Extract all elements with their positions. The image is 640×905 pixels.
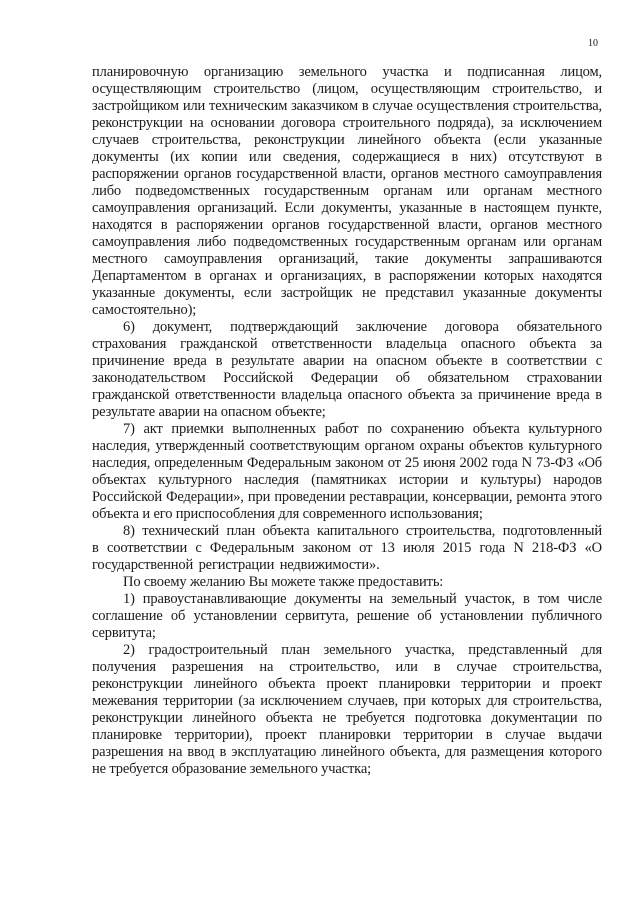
paragraph-continuation: планировочную организацию земельного участка и подписанная лицом, осуществляющим строительство (лицом, осуществляющим строительство, и застройщиком или техническим заказчиком в случае осуществления строительства, реконструкции на основании договора строительного подряда), за исключением случаев строительства, реконструкции линейного объекта (если указанные документы (их копии или сведения, содержащиеся в них) отсутствуют в распоряжении органов государственной власти, органов местного самоуправления либо подведомственных государственным органам или органам местного самоуправления организаций. Если документы, указанные в настоящем пункте, находятся в распоряжении органов государственной власти, органов местного самоуправления либо подведомственных государственным органам или органам местного самоуправления организаций, такие документы запрашиваются Департаментом в органах и организациях, в распоряжении которых находятся указанные документы, если застройщик не представил указанные документы самостоятельно); (92, 64, 602, 318)
paragraph-item-7: 7) акт приемки выполненных работ по сохранению объекта культурного наследия, утвержденный соответствующим органом охраны объектов культурного наследия, определенным Федеральным законом от 25 июня 2002 года N 73-ФЗ «Об объектах культурного наследия (памятниках истории и культуры) народов Российской Федерации», при проведении реставрации, консервации, ремонта этого объекта и его приспособления для современного использования; (92, 421, 602, 522)
paragraph-optional-intro: По своему желанию Вы можете также предоставить: (123, 574, 444, 590)
paragraph-optional-item-1: 1) правоустанавливающие документы на земельный участок, в том числе соглашение об установлении сервитута, решение об установлении публичного сервитута; (92, 591, 602, 641)
page-number: 10 (588, 38, 598, 49)
paragraph-optional-item-2: 2) градостроительный план земельного участка, представленный для получения разрешения на строительство, или в случае строительства, реконструкции линейного объекта проект планировки территории и проект межевания территории (за исключением случаев, при которых для строительства, реконструкции линейного объекта не требуется подготовка документации по планировке территории), проект планировки территории в случае выдачи разрешения на ввод в эксплуатацию линейного объекта, для размещения которого не требуется образование земельного участка; (92, 642, 602, 777)
document-body (92, 64, 602, 778)
paragraph-item-6: 6) документ, подтверждающий заключение договора обязательного страхования гражданской ответственности владельца опасного объекта за причинение вреда в результате аварии на опасном объекте в соответствии с законодательством Российской Федерации об обязательном страховании гражданской ответственности владельца опасного объекта за причинение вреда в результате аварии на опасном объекте; (92, 319, 602, 420)
paragraph-item-8: 8) технический план объекта капитального строительства, подготовленный в соответствии с Федеральным законом от 13 июля 2015 года N 218-ФЗ «О государственной регистрации недвижимости». (92, 523, 602, 573)
